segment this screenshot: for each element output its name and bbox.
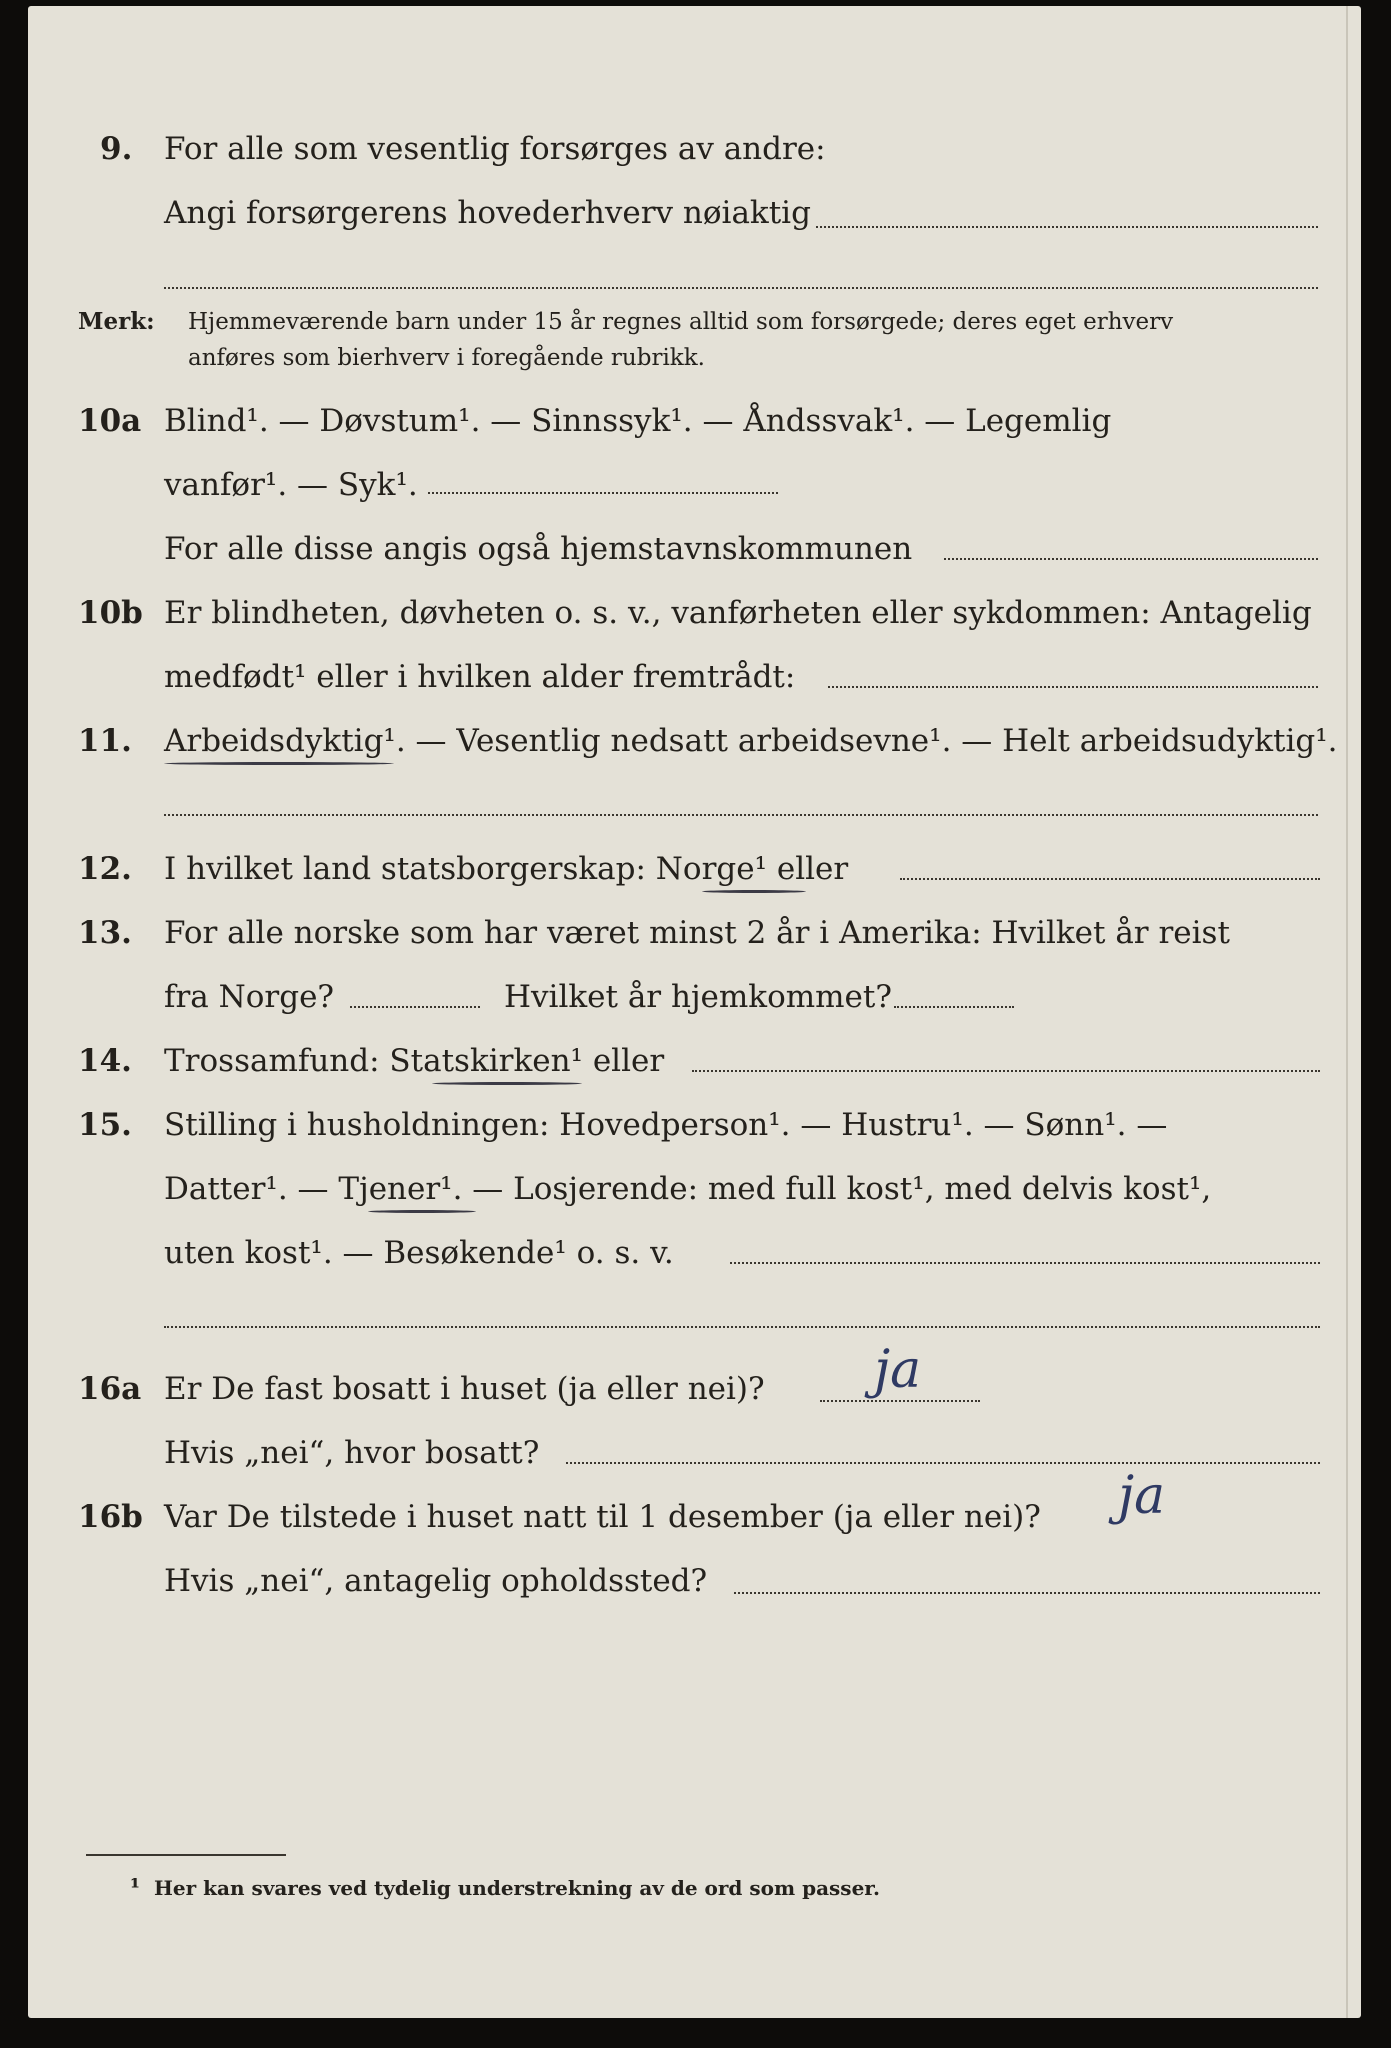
q14-answer-line[interactable]	[692, 1070, 1320, 1072]
q15-line1: Stilling i husholdningen: Hovedperson¹. — Hustru¹. — Sønn¹. —	[164, 1107, 1168, 1143]
q15-answer-line-2[interactable]	[164, 1326, 1320, 1328]
q11-answer-line[interactable]	[164, 814, 1318, 816]
q10a-line3: For alle disse angis også hjemstavnskommunen	[164, 531, 913, 567]
q12-pen-underline	[702, 890, 806, 893]
page-edge-line	[1346, 6, 1348, 2018]
q9-line1: For alle som vesentlig forsørges av andre:	[164, 131, 826, 167]
q16a-number: 16a	[78, 1371, 142, 1407]
census-form-page	[28, 6, 1361, 2018]
q12-answer-line[interactable]	[900, 878, 1320, 880]
footnote-text: Her kan svares ved tydelig understrekning av de ord som passer.	[154, 1876, 880, 1900]
merk-line2: anføres som bierhverv i foregående rubrikk.	[188, 345, 705, 371]
q10a-number: 10a	[78, 403, 142, 439]
q15-answer-line[interactable]	[730, 1262, 1320, 1264]
q10b-line1: Er blindheten, døvheten o. s. v., vanførheten eller sykdommen: Antagelig	[164, 595, 1312, 631]
q13-hjemkommet-line[interactable]	[894, 1006, 1014, 1008]
q16b-number: 16b	[78, 1499, 143, 1535]
q11-number: 11.	[78, 723, 132, 759]
q15-pen-underline	[368, 1210, 476, 1213]
q13-line2b: Hvilket år hjemkommet?	[504, 979, 892, 1015]
q16a-bosatt-line[interactable]	[566, 1462, 1320, 1464]
q11-line1: Arbeidsdyktig¹. — Vesentlig nedsatt arbeidsevne¹. — Helt arbeidsudyktig¹.	[164, 723, 1338, 759]
q12-line1: I hvilket land statsborgerskap: Norge¹ eller	[164, 851, 849, 887]
q9-answer-line[interactable]	[816, 226, 1318, 228]
q13-reist-line[interactable]	[350, 1006, 480, 1008]
q15-line2: Datter¹. — Tjener¹. — Losjerende: med full kost¹, med delvis kost¹,	[164, 1171, 1212, 1207]
q10a-line1: Blind¹. — Døvstum¹. — Sinnssyk¹. — Åndssvak¹. — Legemlig	[164, 403, 1112, 439]
q16b-handwritten-answer: ja	[1118, 1466, 1166, 1526]
q10b-answer-line[interactable]	[828, 686, 1318, 688]
q14-pen-underline	[432, 1082, 582, 1085]
q10a-hjemstavn-line[interactable]	[944, 558, 1318, 560]
footnote-mark: ¹	[130, 1874, 141, 1901]
merk-line1: Hjemmeværende barn under 15 år regnes alltid som forsørgede; deres eget erhverv	[188, 309, 1174, 335]
q10b-number: 10b	[78, 595, 143, 631]
q16b-line1: Var De tilstede i huset natt til 1 desember (ja eller nei)?	[164, 1499, 1041, 1535]
q14-number: 14.	[78, 1043, 132, 1079]
q10b-line2: medfødt¹ eller i hvilken alder fremtrådt:	[164, 659, 796, 695]
q16a-line2: Hvis „nei“, hvor bosatt?	[164, 1435, 540, 1471]
q9-number: 9.	[100, 131, 133, 167]
merk-label: Merk:	[78, 308, 155, 335]
q15-number: 15.	[78, 1107, 132, 1143]
q12-number: 12.	[78, 851, 132, 887]
q16a-answer-line[interactable]	[820, 1400, 980, 1402]
q16b-line2: Hvis „nei“, antagelig opholdssted?	[164, 1563, 708, 1599]
q15-line3: uten kost¹. — Besøkende¹ o. s. v.	[164, 1235, 674, 1271]
q16a-handwritten-answer: ja	[874, 1340, 922, 1400]
q16b-opholdssted-line[interactable]	[734, 1592, 1320, 1594]
q14-line1: Trossamfund: Statskirken¹ eller	[164, 1043, 665, 1079]
footnote-rule	[86, 1854, 286, 1856]
q9-answer-line-2[interactable]	[164, 287, 1318, 289]
q11-pen-underline	[164, 762, 394, 765]
q13-line2a: fra Norge?	[164, 979, 335, 1015]
q10a-line2: vanfør¹. — Syk¹.	[164, 467, 418, 503]
q16a-line1: Er De fast bosatt i huset (ja eller nei)?	[164, 1371, 765, 1407]
q10a-answer-line[interactable]	[428, 492, 778, 494]
q9-line2: Angi forsørgerens hovederhverv nøiaktig	[164, 195, 811, 231]
q13-number: 13.	[78, 915, 132, 951]
q13-line1: For alle norske som har været minst 2 år i Amerika: Hvilket år reist	[164, 915, 1230, 951]
